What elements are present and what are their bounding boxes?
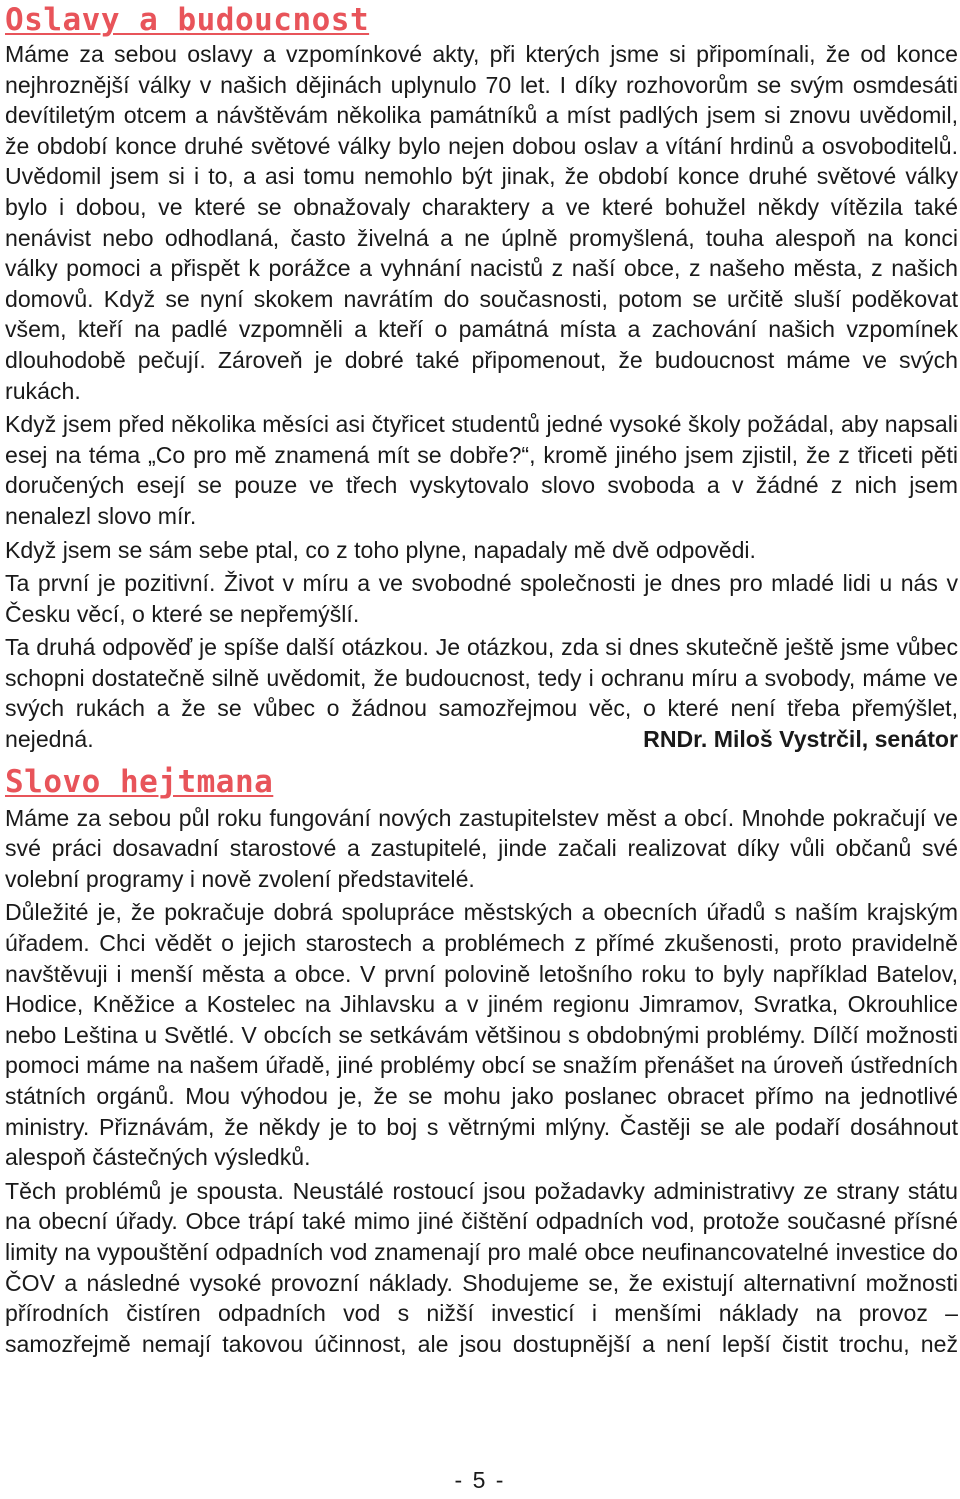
paragraph: Máme za sebou půl roku fungování nových zastupitelstev měst a obcí. Mnohde pokračují ve své práci dosavadní starostové a zastupitelé, jinde začali realizovat díky vůli občanů své volební programy i nově zvolení představitelé. [5, 804, 958, 892]
paragraph: Ta první je pozitivní. Život v míru a ve svobodné společnosti je dnes pro mladé lidi u nás v Česku věcí, o které se nepřemýšlí. [5, 570, 958, 627]
paragraph-with-signature [5, 632, 958, 754]
paragraph: Důležité je, že pokračuje dobrá spolupráce městských a obecních úřadů s naším krajským úřadem. Chci vědět o jejich starostech a problémech z přímé zkušenosti, proto pravidelně navštěvuji i menší města a obce. V první polovině letošního roku to byly například Batelov, Hodice, Kněžice a Kostelec na Jihlavsku a v jiném regionu Jimramov, Svratka, Okrouhlice nebo Leština u Světlé. V obcích se setkávám většinou s obdobnými problémy. Dílčí možnosti pomoci máme na našem úřadě, jiné problémy obcí se snažím přenášet na úroveň ústředních státních orgánů. Mou výhodou je, že se mohu jako poslanec obracet přímo na jednotlivé ministry. Přiznávám, že někdy je to boj s větrnými mlýny. Častěji se ale podaří dosáhnout alespoň částečných výsledků. [5, 899, 958, 1171]
page-content [5, 0, 958, 1393]
paragraph-text: Ta druhá odpověď je spíše další otázkou. Je otázkou, zda si dnes skutečně ještě jsme vůbec schopni dostatečně silně uvědomit, že budoucnost, tedy i ochranu míru a svobody, máme ve svých rukách a že se vůbec o žádnou samozřejmou věc, o které není třeba přemýšlet, nejedná. [5, 634, 958, 753]
paragraph: Máme za sebou oslavy a vzpomínkové akty, při kterých jsme si připomínali, že od konce nejhroznější války v našich dějinách uplynulo 70 let. I díky rozhovorům se svým osmdesáti devítiletým otcem a návštěvám několika památníků a míst padlých jsem si znovu uvědomil, že období konce druhé světové války bylo nejen dobou oslav a vítání hrdinů a osvoboditelů. Uvědomil jsem si i to, a asi tomu nemohlo být jinak, že období konce druhé světové války bylo i dobou, ve které se obnažovaly charaktery a ve které bohužel někdy vítězila také nenávist nebo odhodlaná, často živelná a ne úplně promyšlená, touha alespoň na konci války pomoci a přispět k porážce a vyhnání nacistů z naší obce, z našeho města, z našich domovů. Když se nyní skokem navrátím do současnosti, potom se určitě sluší poděkovat všem, kteří na padlé vzpomněli a kteří o památná místa a zachování našich vzpomínek dlouhodobě pečují. Zároveň je dobré také připomenout, že budoucnost máme ve svých rukách. [5, 41, 958, 404]
section-title-oslavy: Oslavy a budoucnost [5, 2, 370, 38]
section-title-hejtman: Slovo hejtmana [5, 763, 274, 800]
page-number: - 5 - [454, 1467, 506, 1493]
author-signature: RNDr. Miloš Vystrčil, senátor [643, 726, 958, 753]
paragraph: Když jsem před několika měsíci asi čtyřicet studentů jedné vysoké školy požádal, aby napsali esej na téma „Co pro mě znamená mít se dobře?“, kromě jiného jsem zjistil, že z třiceti pěti doručených esejí se pouze ve třech vyskytovalo slovo svoboda a v žádné z nich jsem nenalezl slovo mír. [5, 411, 958, 529]
paragraph: Když jsem se sám sebe ptal, co z toho plyne, napadaly mě dvě odpovědi. [5, 536, 756, 563]
paragraph: Těch problémů je spousta. Neustálé rostoucí jsou požadavky administrativy ze strany státu na obecní úřady. Obce trápí také mimo jiné čištění odpadních vod, protože současné přísné limity na vypouštění odpadních vod znamenají pro malé obce neufinancovatelné investice do ČOV a následné vysoké provozní náklady. Shodujeme se, že existují alternativní možnosti přírodních čistíren odpadních vod s nižší investicí i menšími náklady na provoz – samozřejmě nemají takovou účinnost, ale jsou dostupnější a není lepší čistit trochu, než [5, 1177, 958, 1357]
